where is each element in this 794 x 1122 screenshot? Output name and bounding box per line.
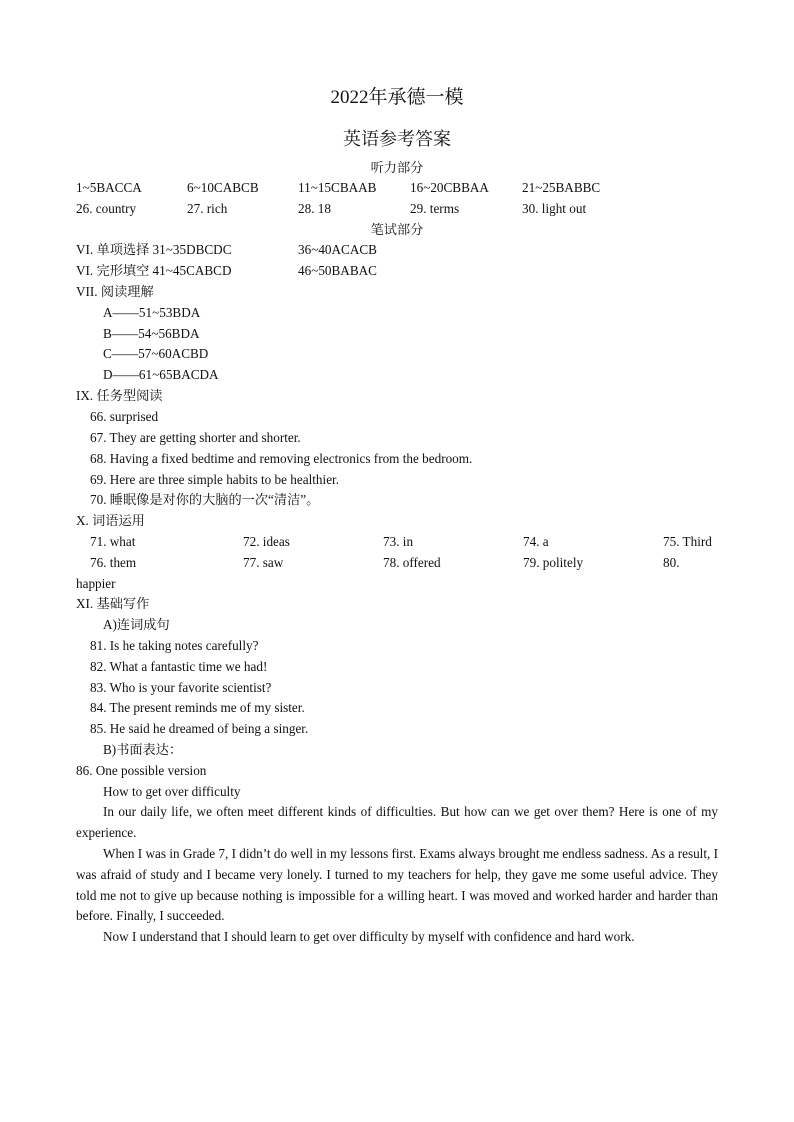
- answer-group: 1~5BACCA: [76, 180, 142, 195]
- task-reading-answer: 66. surprised: [90, 409, 159, 424]
- cloze-answers: VI. 完形填空 41~45CABCD: [76, 263, 232, 278]
- word-answer: 75. Third: [663, 534, 712, 549]
- answer-item: 27. rich: [187, 201, 228, 216]
- essay-paragraph: In our daily life, we often meet different kinds of difficulties. But how can we get over them? Here is one of my experience.: [76, 804, 718, 840]
- task-reading-answer: 68. Having a fixed bedtime and removing electronics from the bedroom.: [90, 451, 473, 466]
- essay-intro: 86. One possible version: [76, 763, 207, 778]
- answer-item: 30. light out: [522, 201, 587, 216]
- word-answer: 78. offered: [383, 555, 441, 570]
- task-reading-answer: 67. They are getting shorter and shorter.: [90, 430, 301, 445]
- answer-item: 29. terms: [410, 201, 460, 216]
- answer-group: 11~15CBAAB: [298, 180, 377, 195]
- answer-item: 26. country: [76, 201, 137, 216]
- reading-answer: D——61~65BACDA: [103, 367, 219, 382]
- task-reading-heading: IX. 任务型阅读: [76, 388, 163, 403]
- sentence-answer: 82. What a fantastic time we had!: [90, 659, 268, 674]
- word-answer: 76. them: [90, 555, 137, 570]
- single-choice-answers: VI. 单项选择 31~35DBCDC: [76, 242, 232, 257]
- word-answer: 73. in: [383, 534, 414, 549]
- word-use-heading: X. 词语运用: [76, 513, 145, 528]
- reading-answer: A——51~53BDA: [103, 305, 201, 320]
- essay-title: How to get over difficulty: [103, 784, 241, 799]
- word-answer-wrap: happier: [76, 576, 116, 591]
- sentence-answer: 85. He said he dreamed of being a singer.: [90, 721, 309, 736]
- word-answer: 74. a: [523, 534, 549, 549]
- cloze-answers-2: 46~50BABAC: [298, 263, 377, 278]
- basic-writing-heading: XI. 基础写作: [76, 596, 150, 611]
- reading-answer: C——57~60ACBD: [103, 346, 209, 361]
- task-reading-answer: 70. 睡眠像是对你的大脑的一次“清洁”。: [90, 492, 320, 507]
- answer-group: 21~25BABBC: [522, 180, 601, 195]
- essay-paragraph: Now I understand that I should learn to get over difficulty by myself with confidence and hard work.: [103, 929, 635, 944]
- page-title: 2022年承德一模: [330, 87, 464, 108]
- word-answer: 77. saw: [243, 555, 284, 570]
- single-choice-answers-2: 36~40ACACB: [298, 242, 377, 257]
- part-a-label: A)连词成句: [103, 617, 170, 632]
- page-subtitle: 英语参考答案: [343, 129, 451, 149]
- reading-heading: VII. 阅读理解: [76, 284, 154, 299]
- listening-heading: 听力部分: [370, 160, 424, 175]
- part-b-label: B)书面表达：: [103, 742, 183, 757]
- sentence-answer: 81. Is he taking notes carefully?: [90, 638, 259, 653]
- sentence-answer: 84. The present reminds me of my sister.: [90, 700, 305, 715]
- word-answer: 71. what: [90, 534, 136, 549]
- answer-item: 28. 18: [298, 201, 331, 216]
- word-answer: 79. politely: [523, 555, 584, 570]
- answer-group: 6~10CABCB: [187, 180, 259, 195]
- word-answer: 80.: [663, 555, 680, 570]
- sentence-answer: 83. Who is your favorite scientist?: [90, 680, 272, 695]
- word-answer: 72. ideas: [243, 534, 290, 549]
- task-reading-answer: 69. Here are three simple habits to be healthier.: [90, 472, 340, 487]
- answer-group: 16~20CBBAA: [410, 180, 489, 195]
- reading-answer: B——54~56BDA: [103, 326, 200, 341]
- written-heading: 笔试部分: [370, 222, 424, 237]
- essay-paragraph: When I was in Grade 7, I didn’t do well in my lessons first. Exams always brought me endless sadness. As a result, I was afraid of study and I became very lonely. I turned to my teachers for help, they gave me some useful advice. They told me not to give up because nothing is impossible for a willing heart. I was moved and worked harder and harder than before. Finally, I succeeded.: [76, 846, 718, 924]
